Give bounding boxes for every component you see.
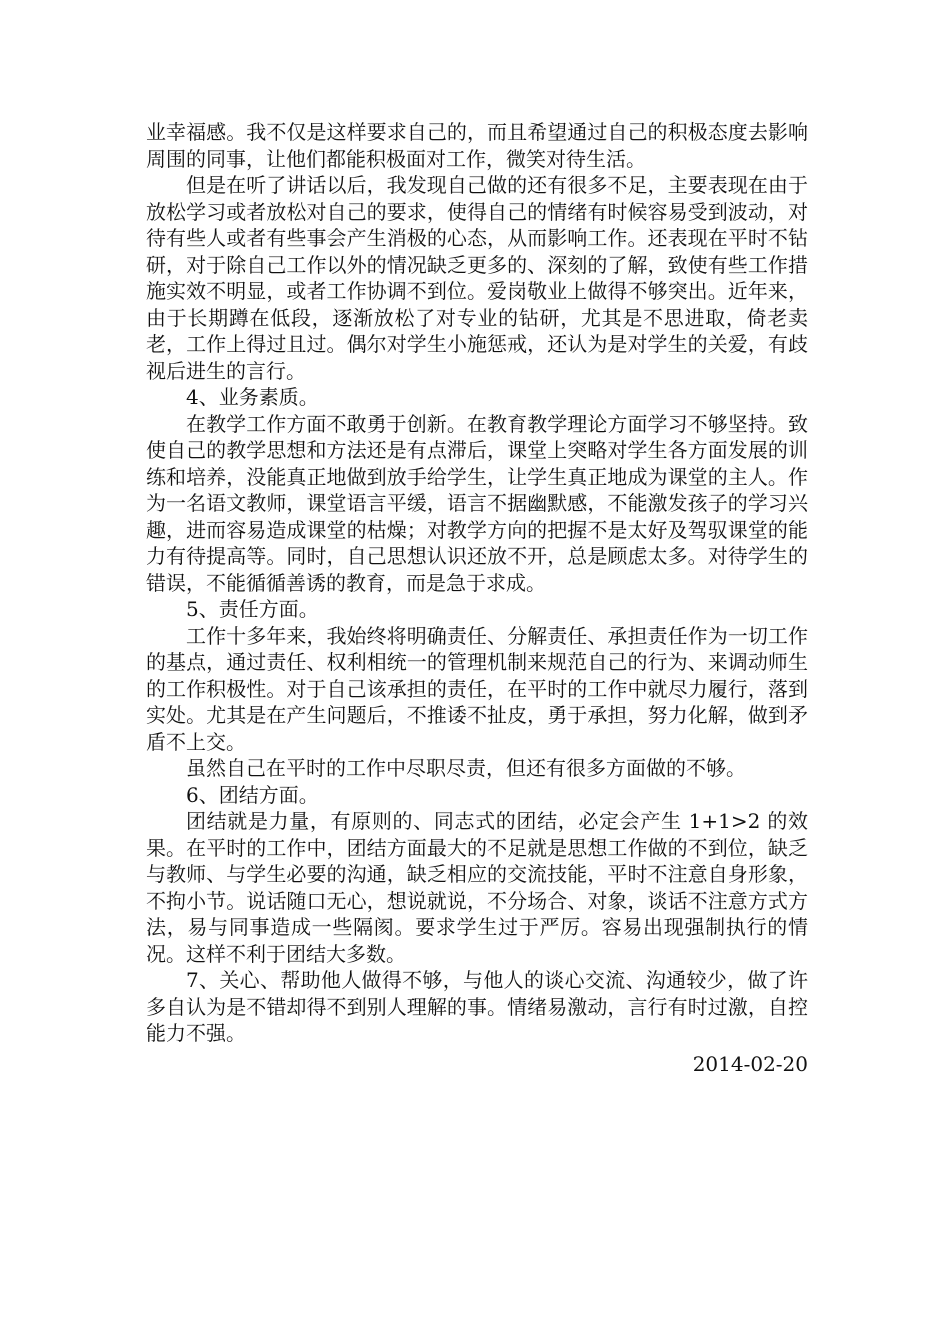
paragraph-responsibility: 工作十多年来，我始终将明确责任、分解责任、承担责任作为一切工作的基点，通过责任、权利相统一的管理机制来规范自己的行为、来调动师生的工作积极性。对于自己该承担的责任，在平时的工作中就尽力履行，落到实处。尤其是在产生问题后，不推诿不扯皮，勇于承担，努力化解，做到矛盾不上交。 <box>146 623 808 754</box>
paragraph-continuation: 业幸福感。我不仅是这样要求自己的，而且希望通过自己的积极态度去影响周围的同事，让他们都能积极面对工作，微笑对待生活。 <box>146 120 808 171</box>
section-heading-unity: 6、团结方面。 <box>186 782 319 807</box>
section-heading-responsibility: 5、责任方面。 <box>186 597 319 621</box>
paragraph-caring: 7、关心、帮助他人做得不够，与他人的谈心交流、沟通较少，做了许多自认为是不错却得不到别人理解的事。情绪易激动，言行有时过激，自控能力不强。 <box>146 968 808 1045</box>
section-heading-business-quality: 4、业务素质。 <box>186 385 319 409</box>
paragraph-unity: 团结就是力量，有原则的、同志式的团结，必定会产生 1+1>2 的效果。在平时的工作中，团结方面最大的不足就是思想工作做的不到位，缺乏与教师、与学生必要的沟通，缺乏相应的交流技能，平时不注意自身形象，不拘小节。说话随口无心，想说就说，不分场合、对象，谈话不注意方式方法，易与同事造成一些隔阂。要求学生过于严厉。容易出现强制执行的情况。这样不利于团结大多数。 <box>146 809 808 966</box>
paragraph-teaching: 在教学工作方面不敢勇于创新。在教育教学理论方面学习不够坚持。致使自己的教学思想和方法还是有点滞后，课堂上突略对学生各方面发展的训练和培养，没能真正地做到放手给学生，让学生真正地成为课堂的主人。作为一名语文教师，课堂语言平缓，语言不据幽默感，不能激发孩子的学习兴趣，进而容易造成课堂的枯燥；对教学方向的把握不是太好及驾驭课堂的能力有待提高等。同时，自己思想认识还放不开，总是顾虑太多。对待学生的错误，不能循循善诱的教育，而是急于求成。 <box>146 411 808 595</box>
document-date: 2014-02-20 <box>692 1051 808 1076</box>
paragraph-shortcomings: 但是在听了讲话以后，我发现自己做的还有很多不足，主要表现在由于放松学习或者放松对自己的要求，使得自己的情绪有时候容易受到波动，对待有些人或者有些事会产生消极的心态，从而影响工作。还表现在平时不钻研，对于除自己工作以外的情况缺乏更多的、深刻的了解，致使有些工作措施实效不明显，或者工作协调不到位。爱岗敬业上做得不够突出。近年来，由于长期蹲在低段，逐渐放松了对专业的钻研，尤其是不思进取，倚老卖老，工作上得过且过。偶尔对学生小施惩戒，还认为是对学生的关爱，有歧视后进生的言行。 <box>146 173 808 383</box>
document-body <box>146 119 808 1077</box>
paragraph-responsibility-shortfall: 虽然自己在平时的工作中尽职尽责，但还有很多方面做的不够。 <box>186 756 746 780</box>
